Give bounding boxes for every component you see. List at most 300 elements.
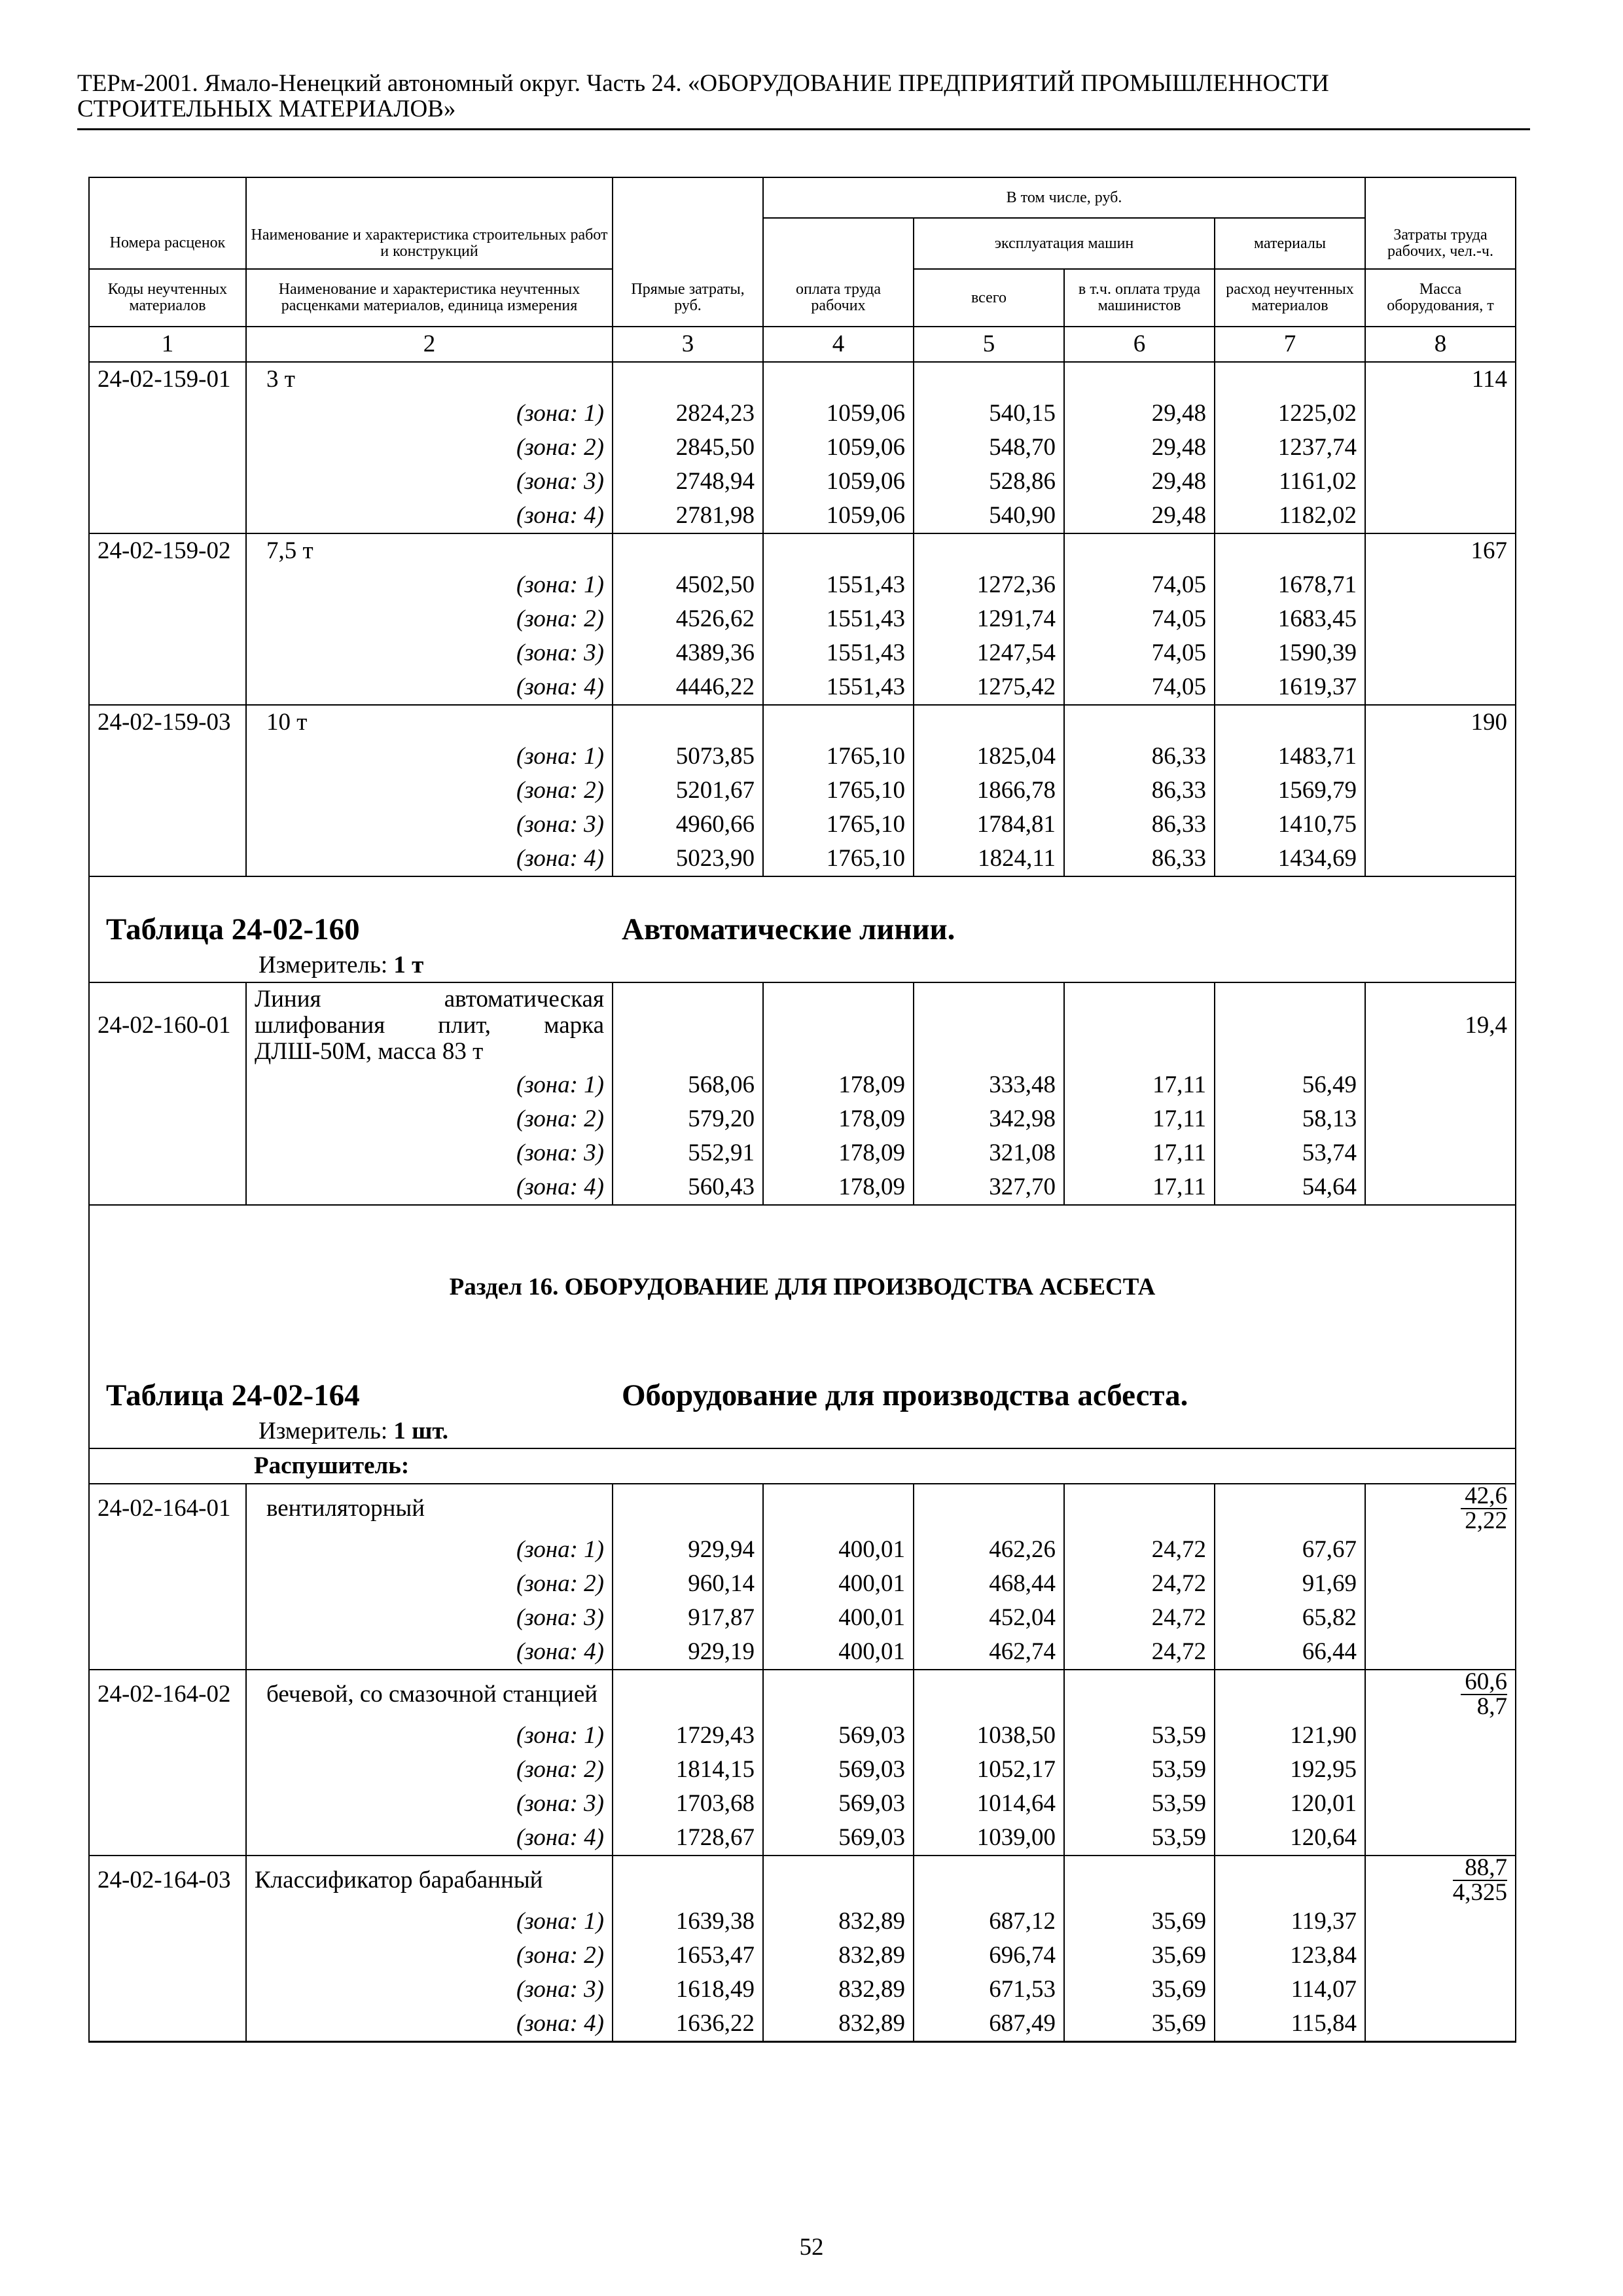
materials-cost: 119,37: [1215, 1905, 1365, 1939]
machine-total: 468,44: [914, 1567, 1064, 1601]
labor-pay: 1765,10: [763, 774, 914, 808]
code-cell: [89, 1533, 246, 1567]
direct-cost: 5201,67: [613, 774, 763, 808]
machine-total: 687,12: [914, 1905, 1064, 1939]
mass-numerator: 42,6: [1461, 1484, 1507, 1509]
labor-pay: 178,09: [763, 1170, 914, 1205]
direct-cost: 2748,94: [613, 465, 763, 499]
empty-cell: [763, 533, 914, 568]
materials-cost: 121,90: [1215, 1719, 1365, 1753]
labor-pay: 178,09: [763, 1102, 914, 1136]
materials-cost: 123,84: [1215, 1939, 1365, 1973]
table-title-160: [89, 876, 1516, 949]
header-ekspl: эксплуатация машин: [914, 218, 1215, 269]
direct-cost: 2824,23: [613, 397, 763, 431]
direct-cost: 5073,85: [613, 740, 763, 774]
zone-row: [89, 1939, 1516, 1973]
header-massa: Масса оборудования, т: [1365, 269, 1516, 327]
column-number: 7: [1215, 327, 1365, 362]
zone-label: (зона: 4): [246, 1635, 613, 1670]
direct-cost: 1728,67: [613, 1821, 763, 1856]
empty-cell: [613, 362, 763, 397]
column-number: 8: [1365, 327, 1516, 362]
machinist-pay: 53,59: [1064, 1821, 1215, 1856]
mass-cell: [1365, 1533, 1516, 1567]
header-empty-1: [89, 177, 246, 218]
header-empty-8: [1365, 177, 1516, 218]
machine-total: 540,15: [914, 397, 1064, 431]
empty-cell: [763, 1670, 914, 1719]
mass-cell: [1365, 2007, 1516, 2042]
machine-total: 333,48: [914, 1068, 1064, 1102]
mass-denominator: 4,325: [1452, 1879, 1507, 1905]
labor-pay: 1551,43: [763, 602, 914, 636]
header-materialy: материалы: [1215, 218, 1365, 269]
zone-label: (зона: 4): [246, 1170, 613, 1205]
table-title-164: [89, 1369, 1516, 1415]
code-cell: [89, 1973, 246, 2007]
rate-code: 24-02-164-02: [89, 1670, 246, 1719]
labor-pay: 1059,06: [763, 499, 914, 533]
empty-cell: [914, 1484, 1064, 1533]
machinist-pay: 86,33: [1064, 808, 1215, 842]
table-160-title: Таблица 24-02-160: [106, 912, 360, 946]
code-cell: [89, 602, 246, 636]
table-164-title: Таблица 24-02-164: [106, 1378, 360, 1412]
code-cell: [89, 1136, 246, 1170]
machine-total: 1014,64: [914, 1787, 1064, 1821]
zone-row: [89, 1635, 1516, 1670]
zone-label: (зона: 3): [246, 1136, 613, 1170]
labor-pay: 1059,06: [763, 431, 914, 465]
zone-label: (зона: 1): [246, 1905, 613, 1939]
zone-row: [89, 740, 1516, 774]
group-header-row: [89, 533, 1516, 568]
unit-164: [89, 1415, 1516, 1448]
equipment-mass: 167: [1365, 533, 1516, 568]
direct-cost: 917,87: [613, 1601, 763, 1635]
code-cell: [89, 397, 246, 431]
subheader-row: [89, 1448, 1516, 1484]
materials-cost: 65,82: [1215, 1601, 1365, 1635]
zone-row: [89, 1068, 1516, 1102]
zone-label: (зона: 4): [246, 842, 613, 876]
empty-cell: [914, 982, 1064, 1068]
zone-row: [89, 397, 1516, 431]
direct-cost: 552,91: [613, 1136, 763, 1170]
header-zatraty: Затраты труда рабочих, чел.-ч.: [1365, 218, 1516, 269]
empty-cell: [1064, 705, 1215, 740]
mass-cell: [1365, 1102, 1516, 1136]
machinist-pay: 24,72: [1064, 1567, 1215, 1601]
zone-label: (зона: 1): [246, 1533, 613, 1567]
labor-pay: 1765,10: [763, 808, 914, 842]
direct-cost: 4960,66: [613, 808, 763, 842]
code-cell: [89, 2007, 246, 2042]
code-cell: [89, 1905, 246, 1939]
materials-cost: 91,69: [1215, 1567, 1365, 1601]
mass-cell: [1365, 1719, 1516, 1753]
machine-total: 1824,11: [914, 842, 1064, 876]
labor-pay: 178,09: [763, 1068, 914, 1102]
code-cell: [89, 636, 246, 670]
empty-cell: [1064, 1484, 1215, 1533]
mass-cell: [1365, 1136, 1516, 1170]
zone-label: (зона: 4): [246, 670, 613, 705]
labor-pay: 569,03: [763, 1753, 914, 1787]
mass-fraction: [1453, 1856, 1507, 1905]
empty-cell: [1215, 1670, 1365, 1719]
unit-row: [89, 1415, 1516, 1448]
zone-label: (зона: 2): [246, 774, 613, 808]
machinist-pay: 74,05: [1064, 636, 1215, 670]
equipment-mass: 190: [1365, 705, 1516, 740]
zone-row: [89, 1601, 1516, 1635]
group-header-row: [89, 1670, 1516, 1719]
header-line-2: СТРОИТЕЛЬНЫХ МАТЕРИАЛОВ»: [77, 96, 456, 122]
zone-row: [89, 1102, 1516, 1136]
materials-cost: 1182,02: [1215, 499, 1365, 533]
unit-160: [89, 949, 1516, 982]
column-number: 3: [613, 327, 763, 362]
code-cell: [89, 568, 246, 602]
direct-cost: 568,06: [613, 1068, 763, 1102]
header-rashod: расход неучтенных материалов: [1215, 269, 1365, 327]
zone-label: (зона: 2): [246, 1102, 613, 1136]
zone-label: (зона: 1): [246, 1719, 613, 1753]
machinist-pay: 17,11: [1064, 1170, 1215, 1205]
machine-total: 1291,74: [914, 602, 1064, 636]
labor-pay: 400,01: [763, 1601, 914, 1635]
zone-row: [89, 2007, 1516, 2042]
group-header-row: [89, 362, 1516, 397]
labor-pay: 1551,43: [763, 636, 914, 670]
empty-cell: [1215, 982, 1365, 1068]
machine-total: 1275,42: [914, 670, 1064, 705]
labor-pay: 569,03: [763, 1821, 914, 1856]
code-cell: [89, 774, 246, 808]
column-number: 4: [763, 327, 914, 362]
rate-code: 24-02-159-01: [89, 362, 246, 397]
machinist-pay: 74,05: [1064, 568, 1215, 602]
mass-cell: [1365, 465, 1516, 499]
zone-row: [89, 636, 1516, 670]
equipment-mass: 114: [1365, 362, 1516, 397]
item-name: вентиляторный: [246, 1484, 613, 1533]
zone-row: [89, 1136, 1516, 1170]
materials-cost: 1410,75: [1215, 808, 1365, 842]
item-name: бечевой, со смазочной станцией: [246, 1670, 613, 1719]
empty-cell: [613, 982, 763, 1068]
machinist-pay: 17,11: [1064, 1136, 1215, 1170]
zone-label: (зона: 3): [246, 636, 613, 670]
header-empty-4b: [763, 218, 914, 269]
direct-cost: 579,20: [613, 1102, 763, 1136]
empty-cell: [1064, 533, 1215, 568]
empty-cell: [1064, 1670, 1215, 1719]
labor-pay: 832,89: [763, 1905, 914, 1939]
mass-cell: [1365, 1821, 1516, 1856]
column-number: 1: [89, 327, 246, 362]
empty-cell: [914, 533, 1064, 568]
materials-cost: 1569,79: [1215, 774, 1365, 808]
materials-cost: 1683,45: [1215, 602, 1365, 636]
direct-cost: 4389,36: [613, 636, 763, 670]
machine-total: 321,08: [914, 1136, 1064, 1170]
unit-value: 1 т: [393, 952, 424, 978]
mass-cell: [1365, 808, 1516, 842]
empty-cell: [763, 1856, 914, 1905]
machine-total: 452,04: [914, 1601, 1064, 1635]
code-cell: [89, 1601, 246, 1635]
page-header: [77, 71, 1530, 122]
machinist-pay: 86,33: [1064, 774, 1215, 808]
rate-code: 24-02-159-02: [89, 533, 246, 568]
section-row: [89, 1205, 1516, 1369]
empty-cell: [1215, 533, 1365, 568]
mass-cell: [1365, 431, 1516, 465]
empty-cell: [613, 1484, 763, 1533]
mass-cell: [1365, 1787, 1516, 1821]
mass-cell: [1365, 1753, 1516, 1787]
machinist-pay: 35,69: [1064, 1905, 1215, 1939]
direct-cost: 960,14: [613, 1567, 763, 1601]
labor-pay: 1059,06: [763, 465, 914, 499]
header-empty-2: [246, 177, 613, 218]
materials-cost: 58,13: [1215, 1102, 1365, 1136]
mass-fraction: [1461, 1484, 1507, 1533]
header-rule: [77, 128, 1530, 130]
labor-pay: 400,01: [763, 1567, 914, 1601]
zone-label: (зона: 4): [246, 499, 613, 533]
machine-total: 671,53: [914, 1973, 1064, 2007]
header-vtch: в т.ч. оплата труда машинистов: [1064, 269, 1215, 327]
machine-total: 1825,04: [914, 740, 1064, 774]
item-name: 10 т: [246, 705, 613, 740]
mass-denominator: 2,22: [1465, 1507, 1507, 1533]
empty-cell: [763, 362, 914, 397]
mass-cell: [1365, 842, 1516, 876]
labor-pay: 569,03: [763, 1719, 914, 1753]
zone-row: [89, 842, 1516, 876]
direct-cost: 560,43: [613, 1170, 763, 1205]
empty-cell: [914, 705, 1064, 740]
zone-row: [89, 431, 1516, 465]
table-title-row: [89, 1369, 1516, 1415]
materials-cost: 1161,02: [1215, 465, 1365, 499]
zone-label: (зона: 1): [246, 568, 613, 602]
machinist-pay: 74,05: [1064, 670, 1215, 705]
header-empty-3b: [613, 218, 763, 269]
machinist-pay: 29,48: [1064, 465, 1215, 499]
materials-cost: 115,84: [1215, 2007, 1365, 2042]
materials-cost: 1678,71: [1215, 568, 1365, 602]
zone-label: (зона: 1): [246, 1068, 613, 1102]
zone-label: (зона: 3): [246, 465, 613, 499]
zone-row: [89, 1821, 1516, 1856]
header-naim: Наименование и характеристика строительных работ и конструкций: [246, 218, 613, 269]
mass-denominator: 8,7: [1476, 1693, 1507, 1719]
header-nomera: Номера расценок: [89, 218, 246, 269]
machinist-pay: 74,05: [1064, 602, 1215, 636]
code-cell: [89, 1939, 246, 1973]
zone-row: [89, 499, 1516, 533]
direct-cost: 1639,38: [613, 1905, 763, 1939]
machinist-pay: 53,59: [1064, 1753, 1215, 1787]
machine-total: 528,86: [914, 465, 1064, 499]
group-header-row: [89, 705, 1516, 740]
machinist-pay: 24,72: [1064, 1601, 1215, 1635]
mass-numerator: 60,6: [1461, 1670, 1507, 1695]
zone-row: [89, 1753, 1516, 1787]
materials-cost: 114,07: [1215, 1973, 1365, 2007]
code-cell: [89, 465, 246, 499]
mass-cell: [1365, 397, 1516, 431]
empty-cell: [763, 982, 914, 1068]
empty-cell: [1215, 705, 1365, 740]
code-cell: [89, 1102, 246, 1136]
header-naim-neuchet: Наименование и характеристика неучтенных расценками материалов, единица измерения: [246, 269, 613, 327]
machine-total: 462,74: [914, 1635, 1064, 1670]
code-cell: [89, 1821, 246, 1856]
direct-cost: 4446,22: [613, 670, 763, 705]
column-number: 6: [1064, 327, 1215, 362]
labor-pay: 178,09: [763, 1136, 914, 1170]
header-kody: Коды неучтенных материалов: [89, 269, 246, 327]
direct-cost: 1653,47: [613, 1939, 763, 1973]
code-cell: [89, 808, 246, 842]
direct-cost: 1618,49: [613, 1973, 763, 2007]
labor-pay: 1059,06: [763, 397, 914, 431]
mass-cell: [1365, 1635, 1516, 1670]
zone-row: [89, 1905, 1516, 1939]
direct-cost: 929,94: [613, 1533, 763, 1567]
mass-numerator: 88,7: [1453, 1856, 1507, 1881]
equipment-mass: 19,4: [1365, 982, 1516, 1068]
subheader-raspushitel: Распушитель:: [246, 1448, 1516, 1484]
empty-cell: [763, 705, 914, 740]
zone-row: [89, 1567, 1516, 1601]
code-cell: [89, 670, 246, 705]
code-cell: [89, 1787, 246, 1821]
direct-cost: 4502,50: [613, 568, 763, 602]
machine-total: 1052,17: [914, 1753, 1064, 1787]
group-header-row: [89, 982, 1516, 1068]
table-body: [89, 177, 1516, 2042]
section-title: Раздел 16. ОБОРУДОВАНИЕ ДЛЯ ПРОИЗВОДСТВА АСБЕСТА: [89, 1205, 1516, 1369]
code-cell: [89, 740, 246, 774]
machinist-pay: 35,69: [1064, 1939, 1215, 1973]
machinist-pay: 86,33: [1064, 740, 1215, 774]
mass-cell: [1365, 1601, 1516, 1635]
column-number: 5: [914, 327, 1064, 362]
empty-cell: [1215, 1856, 1365, 1905]
labor-pay: 832,89: [763, 1939, 914, 1973]
mass-cell: [1365, 1973, 1516, 2007]
machine-total: 342,98: [914, 1102, 1064, 1136]
zone-row: [89, 1973, 1516, 2007]
labor-pay: 1765,10: [763, 740, 914, 774]
unit-label: Измеритель:: [259, 1418, 394, 1444]
table-160-name: Автоматические линии.: [622, 912, 955, 946]
zone-label: (зона: 2): [246, 1939, 613, 1973]
mass-cell: [1365, 1905, 1516, 1939]
empty-cell: [1215, 1484, 1365, 1533]
zone-row: [89, 808, 1516, 842]
machine-total: 327,70: [914, 1170, 1064, 1205]
mass-cell: [1365, 774, 1516, 808]
machine-total: 540,90: [914, 499, 1064, 533]
zone-label: (зона: 4): [246, 2007, 613, 2042]
empty-cell: [914, 1670, 1064, 1719]
empty-cell: [763, 1484, 914, 1533]
zone-row: [89, 1787, 1516, 1821]
direct-cost: 2781,98: [613, 499, 763, 533]
zone-row: [89, 602, 1516, 636]
equipment-mass: [1365, 1484, 1516, 1533]
mass-cell: [1365, 1939, 1516, 1973]
zone-label: (зона: 1): [246, 397, 613, 431]
zone-label: (зона: 2): [246, 1753, 613, 1787]
code-cell: [89, 431, 246, 465]
machinist-pay: 35,69: [1064, 1973, 1215, 2007]
machine-total: 696,74: [914, 1939, 1064, 1973]
header-empty-3: [613, 177, 763, 218]
machinist-pay: 35,69: [1064, 2007, 1215, 2042]
zone-row: [89, 465, 1516, 499]
table-title-row: [89, 876, 1516, 949]
zone-label: (зона: 2): [246, 602, 613, 636]
page-number: 52: [799, 2234, 824, 2261]
zone-row: [89, 670, 1516, 705]
zone-label: (зона: 3): [246, 1787, 613, 1821]
machine-total: 1866,78: [914, 774, 1064, 808]
labor-pay: 569,03: [763, 1787, 914, 1821]
header-oplata: оплата труда рабочих: [763, 269, 914, 327]
code-cell: [89, 1719, 246, 1753]
zone-label: (зона: 4): [246, 1821, 613, 1856]
zone-label: (зона: 2): [246, 1567, 613, 1601]
column-number-row: [89, 327, 1516, 362]
code-cell: [89, 499, 246, 533]
zone-label: (зона: 3): [246, 1601, 613, 1635]
machinist-pay: 29,48: [1064, 499, 1215, 533]
empty-cell: [89, 1448, 246, 1484]
materials-cost: 1619,37: [1215, 670, 1365, 705]
mass-cell: [1365, 499, 1516, 533]
group-header-row: [89, 1856, 1516, 1905]
mass-cell: [1365, 1567, 1516, 1601]
direct-cost: 5023,90: [613, 842, 763, 876]
header-pryamye: Прямые затраты, руб.: [613, 269, 763, 327]
column-number: 2: [246, 327, 613, 362]
code-cell: [89, 1068, 246, 1102]
price-table: [88, 177, 1516, 2043]
labor-pay: 400,01: [763, 1635, 914, 1670]
machinist-pay: 53,59: [1064, 1787, 1215, 1821]
labor-pay: 400,01: [763, 1533, 914, 1567]
direct-cost: 1636,22: [613, 2007, 763, 2042]
empty-cell: [1064, 982, 1215, 1068]
empty-cell: [1064, 1856, 1215, 1905]
machine-total: 1039,00: [914, 1821, 1064, 1856]
rate-code: 24-02-164-01: [89, 1484, 246, 1533]
rate-code: 24-02-160-01: [89, 982, 246, 1068]
machinist-pay: 86,33: [1064, 842, 1215, 876]
materials-cost: 192,95: [1215, 1753, 1365, 1787]
machine-total: 687,49: [914, 2007, 1064, 2042]
direct-cost: 4526,62: [613, 602, 763, 636]
